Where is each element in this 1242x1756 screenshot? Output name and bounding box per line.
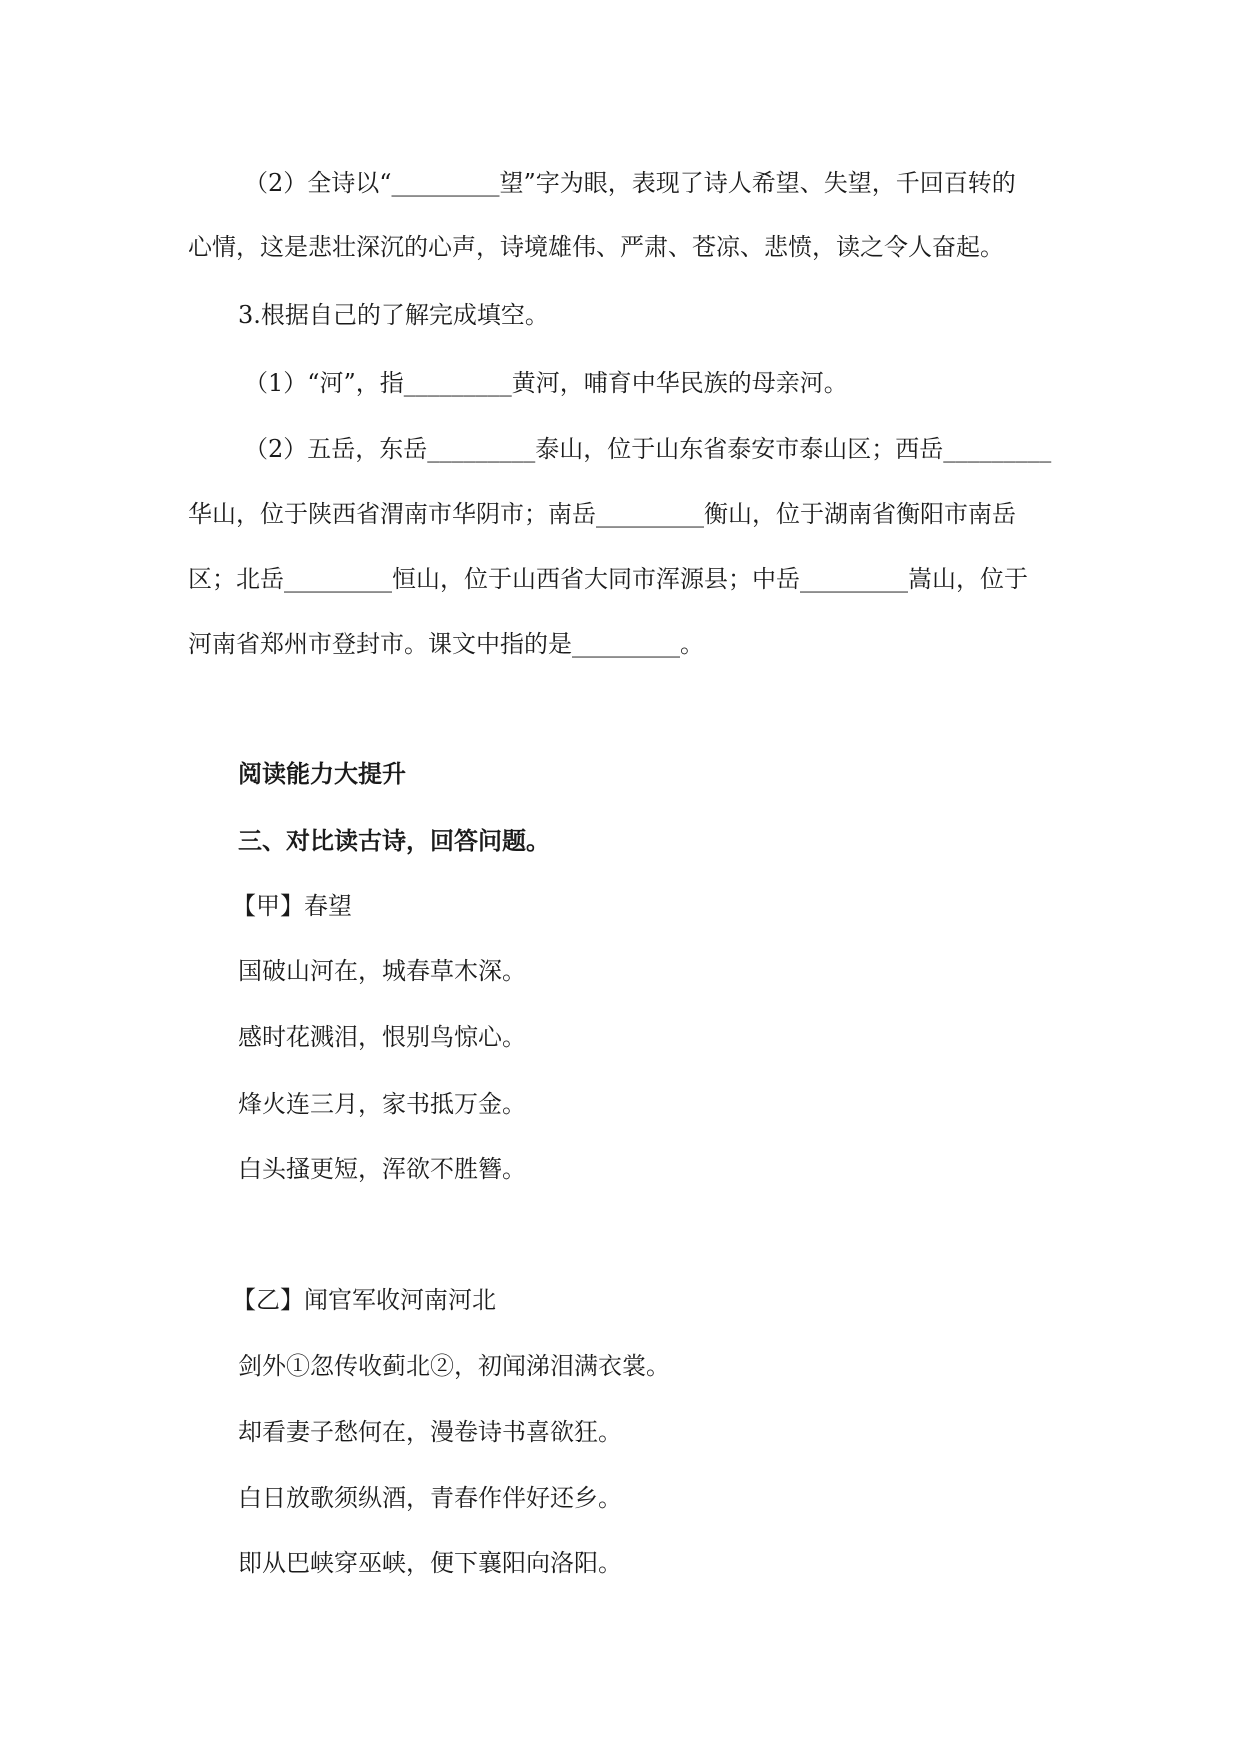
question-2-2-line-1: （2）全诗以“_________望”字为眼，表现了诗人希望、失望，千回百转的 [244,169,1016,197]
poem-jia-line: 感时花溅泪，恨别鸟惊心。 [238,1023,526,1051]
question-3-item-2-line-3: 区；北岳_________恒山，位于山西省大同市浑源县；中岳_________嵩山，位于 [188,565,1028,593]
question-3-item-2-line-2: 华山，位于陕西省渭南市华阴市；南岳_________衡山，位于湖南省衡阳市南岳 [188,500,1016,528]
poem-jia-line: 烽火连三月，家书抵万金。 [238,1090,526,1118]
section-subheading: 三、对比读古诗，回答问题。 [238,827,550,855]
question-3-item-2-line-1: （2）五岳，东岳_________泰山，位于山东省泰安市泰山区；西岳_________ [244,435,1052,463]
question-3-title: 3.根据自己的了解完成填空。 [238,301,549,329]
poem-yi-line: 即从巴峡穿巫峡，便下襄阳向洛阳。 [238,1549,622,1577]
poem-yi-line: 白日放歌须纵酒，青春作伴好还乡。 [238,1484,622,1512]
question-3-item-1: （1）“河”，指_________黄河，哺育中华民族的母亲河。 [244,369,848,397]
poem-yi-line: 却看妻子愁何在，漫卷诗书喜欲狂。 [238,1418,622,1446]
poem-jia-line: 国破山河在，城春草木深。 [238,957,526,985]
poem-jia-line: 白头搔更短，浑欲不胜簪。 [238,1155,526,1183]
poem-yi-title: 【乙】闻官军收河南河北 [232,1286,496,1314]
question-3-item-2-line-4: 河南省郑州市登封市。课文中指的是_________。 [188,630,704,658]
question-2-2-line-2: 心情，这是悲壮深沉的心声，诗境雄伟、严肃、苍凉、悲愤，读之令人奋起。 [188,233,1004,261]
poem-jia-title: 【甲】春望 [232,892,352,920]
poem-yi-line: 剑外①忽传收蓟北②，初闻涕泪满衣裳。 [238,1352,670,1380]
section-heading: 阅读能力大提升 [238,760,406,788]
